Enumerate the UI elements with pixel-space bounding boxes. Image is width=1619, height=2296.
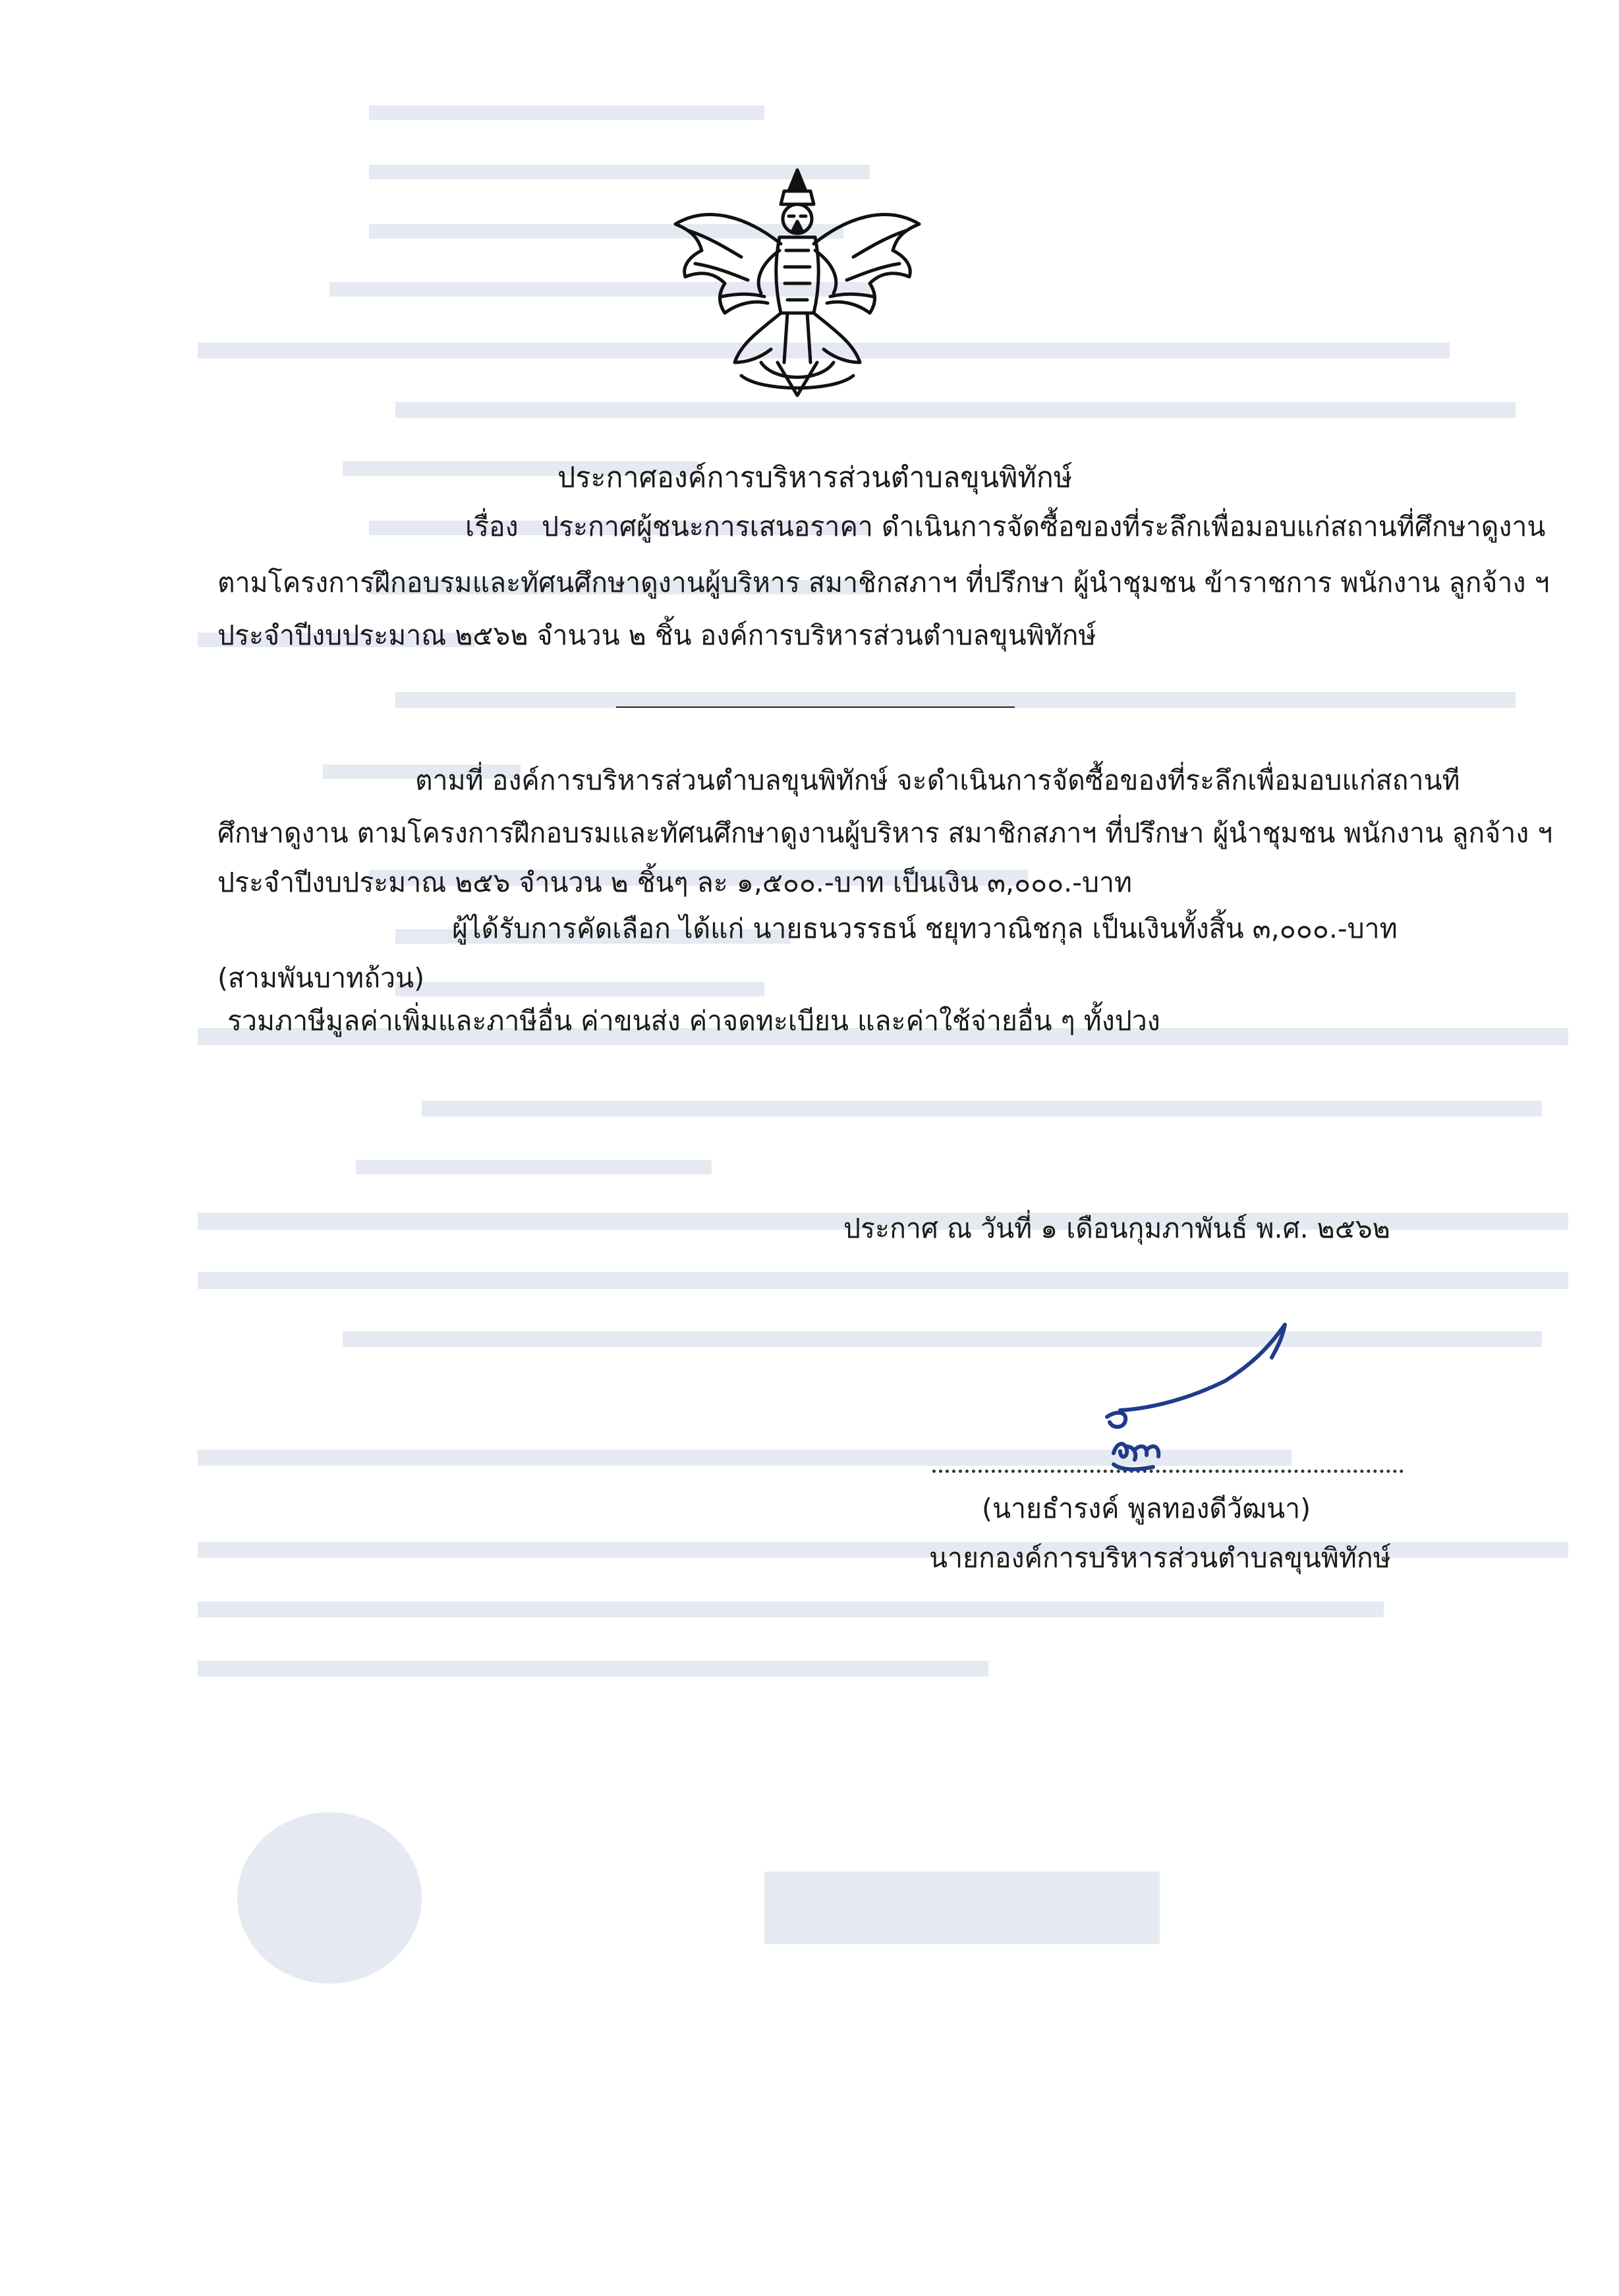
body-line-6: รวมภาษีมูลค่าเพิ่มและภาษีอื่น ค่าขนส่ง ค่าจดทะเบียน และค่าใช้จ่ายอื่น ๆ ทั้งปวง: [227, 1005, 1160, 1037]
document-title: ประกาศองค์การบริหารส่วนตำบลขุนพิทักษ์: [557, 461, 1073, 494]
signatory-name: (นายธำรงค์ พูลทองดีวัฒนา): [982, 1493, 1311, 1524]
body-line-4: ผู้ได้รับการคัดเลือก ได้แก่ นายธนวรรธน์ ชยุทวาณิชกุล เป็นเงินทั้งสิ้น ๓,๐๐๐.-บาท: [452, 913, 1398, 944]
subject-label: เรื่อง: [465, 511, 519, 542]
subject-line-2: ตามโครงการฝึกอบรมและทัศนศึกษาดูงานผู้บริหาร สมาชิกสภาฯ ที่ปรึกษา ผู้นำชุมชน ข้าราชการ พนักงาน ลูกจ้าง ฯ: [217, 567, 1550, 598]
signatory-position: นายกองค์การบริหารส่วนตำบลขุนพิทักษ์: [929, 1542, 1391, 1574]
body-line-3: ประจำปีงบประมาณ ๒๕๖ จำนวน ๒ ชิ้นๆ ละ ๑,๕๐๐.-บาท เป็นเงิน ๓,๐๐๐.-บาท: [217, 867, 1133, 898]
body-line-2: ศึกษาดูงาน ตามโครงการฝึกอบรมและทัศนศึกษาดูงานผู้บริหาร สมาชิกสภาฯ ที่ปรึกษา ผู้นำชุมชน พนักงาน ลูกจ้าง ฯ: [217, 817, 1553, 849]
body-line-1: ตามที่ องค์การบริหารส่วนตำบลขุนพิทักษ์ จะดำเนินการจัดซื้อของที่ระลึกเพื่อมอบแก่สถานที: [415, 764, 1460, 796]
title-divider: [616, 706, 1015, 708]
body-line-5: (สามพันบาทถ้วน): [217, 962, 425, 994]
subject-line-1: ประกาศผู้ชนะการเสนอราคา ดำเนินการจัดซื้อของที่ระลึกเพื่อมอบแก่สถานที่ศึกษาดูงาน: [542, 511, 1546, 542]
dateline: ประกาศ ณ วันที่ ๑ เดือนกุมภาพันธ์ พ.ศ. ๒๕๖๒: [843, 1213, 1390, 1244]
garuda-emblem-icon: [662, 165, 932, 409]
subject-line-3: ประจำปีงบประมาณ ๒๕๖๒ จำนวน ๒ ชิ้น องค์การบริหารส่วนตำบลขุนพิทักษ์: [217, 619, 1096, 651]
signature-icon: [1094, 1311, 1311, 1483]
